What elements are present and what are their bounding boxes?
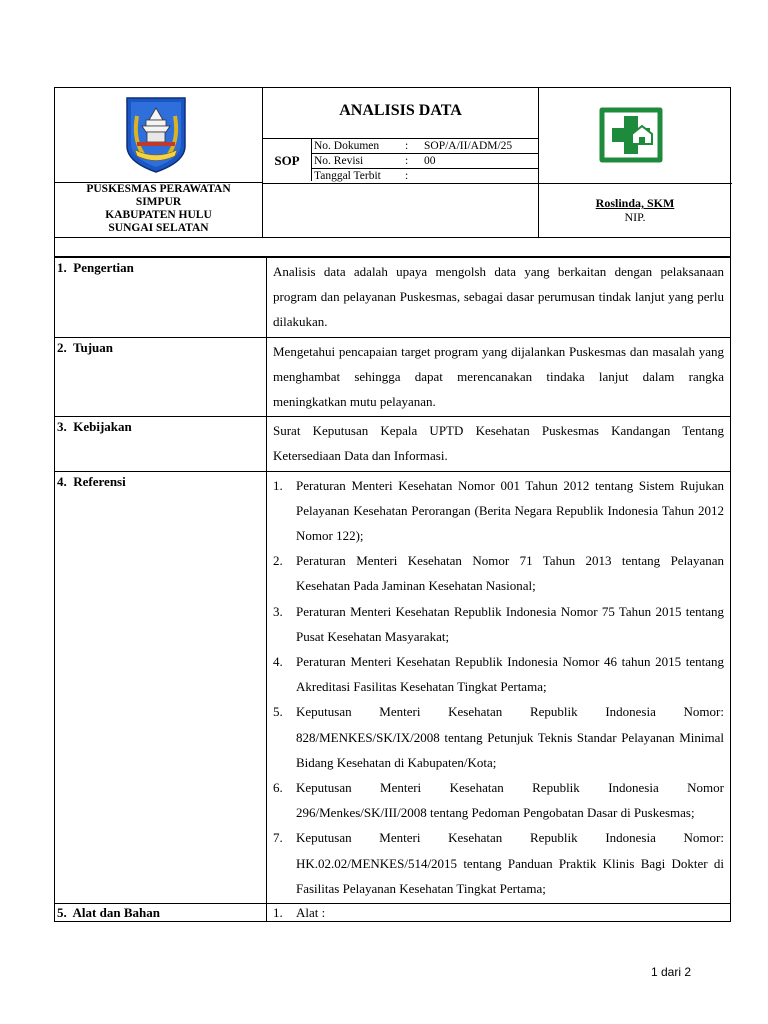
section-row [55,471,731,903]
org-line: PUSKESMAS PERAWATAN [86,183,231,195]
section-label: 2. Tujuan [55,337,267,417]
list-item: 6. Keputusan Menteri Kesehatan Republik Indonesia Nomor 296/Menkes/SK/III/2008 tentang Pedoman Pengobatan Dasar di Puskesmas; [273,780,724,821]
doc-row-value: SOP/A/II/ADM/25 [424,140,513,152]
doc-row-number [311,139,538,153]
doc-row-sep: : [405,155,409,167]
section-label: 5. Alat dan Bahan [55,904,267,922]
doc-row-label: No. Revisi [314,155,364,167]
org-line: SIMPUR [135,196,182,208]
list-item: 2. Peraturan Menteri Kesehatan Nomor 71 Tahun 2013 tentang Pelayanan Kesehatan Pada Jaminan Kesehatan Nasional; [273,553,724,594]
section-label: 4. Referensi [55,471,267,903]
signer-name: Roslinda, SKM [595,196,675,210]
doc-row-label: No. Dokumen [314,140,380,152]
document-title: ANALISIS DATA [339,102,462,119]
signer-block [538,196,732,224]
puskesmas-logo [598,104,664,166]
section-label: 3. Kebijakan [55,417,267,471]
health-cross-icon [598,104,664,166]
doc-row-value: 00 [424,155,436,167]
tools-list [273,904,724,921]
sop-content-table [54,256,731,922]
list-item: 5. Keputusan Menteri Kesehatan Republik Indonesia Nomor: 828/MENKES/SK/IX/2008 tentang Petunjuk Teknis Standar Pelayanan Minimal Bidang Kesehatan di Kabupaten/Kota; [273,704,724,770]
section-row [55,417,731,471]
sop-header-table [54,87,731,238]
list-item: 3. Peraturan Menteri Kesehatan Republik Indonesia Nomor 75 Tahun 2015 tentang Pusat Kesehatan Masyarakat; [273,603,724,644]
section-row [55,904,731,922]
org-line: SUNGAI SELATAN [108,222,209,234]
section-text: Surat Keputusan Kepala UPTD Kesehatan Puskesmas Kandangan Tentang Ketersediaan Data dan Informasi. [267,417,731,471]
list-item: 4. Peraturan Menteri Kesehatan Republik Indonesia Nomor 46 tahun 2015 tentang Akreditasi Fasilitas Kesehatan Tingkat Pertama; [273,654,724,695]
doc-row-label: Tanggal Terbit [314,170,381,182]
signer-nip: NIP. [624,210,646,224]
section-label: 1. Pengertian [55,257,267,337]
reference-list [273,473,724,901]
doc-row-date [311,169,538,183]
section-list [267,904,731,922]
section-row [55,257,731,337]
doc-row-revision [311,154,538,168]
org-line: KABUPATEN HULU [105,209,212,221]
page-number: 1 dari 2 [651,965,692,979]
regency-crest-logo [121,94,191,174]
table-spacer [54,238,731,256]
logo-cell [538,88,732,183]
organization-name [55,183,262,235]
sop-label: SOP [274,152,300,168]
doc-row-sep: : [405,170,409,182]
section-text: Analisis data adalah upaya mengolsh data yang berkaitan dengan pelaksanaan program dan pelayanan Puskesmas, sebagai dasar perumusan tindak lanjut yang perlu dilakukan. [267,257,731,337]
list-item: 1. Peraturan Menteri Kesehatan Nomor 001 Tahun 2012 tentang Sistem Rujukan Pelayanan Kesehatan Perorangan (Berita Negara Republik Indonesia Tahun 2012 Nomor 122); [273,477,724,544]
crest-icon [121,94,191,174]
section-text: Mengetahui pencapaian target program yang dijalankan Puskesmas dan masalah yang menghambat sehingga dapat merencanakan tindaka lanjut dalam rangka meningkatkan mutu pelayanan. [267,337,731,417]
section-row [55,337,731,417]
section-list [267,471,731,903]
doc-row-sep: : [405,140,409,152]
list-item: 7. Keputusan Menteri Kesehatan Republik Indonesia Nomor: HK.02.02/MENKES/514/2015 tentang Panduan Praktik Klinis Bagi Dokter di Fasilitas Pelayanan Kesehatan Tingkat Pertama; [273,830,724,896]
list-item: 1. Alat : [273,905,326,921]
